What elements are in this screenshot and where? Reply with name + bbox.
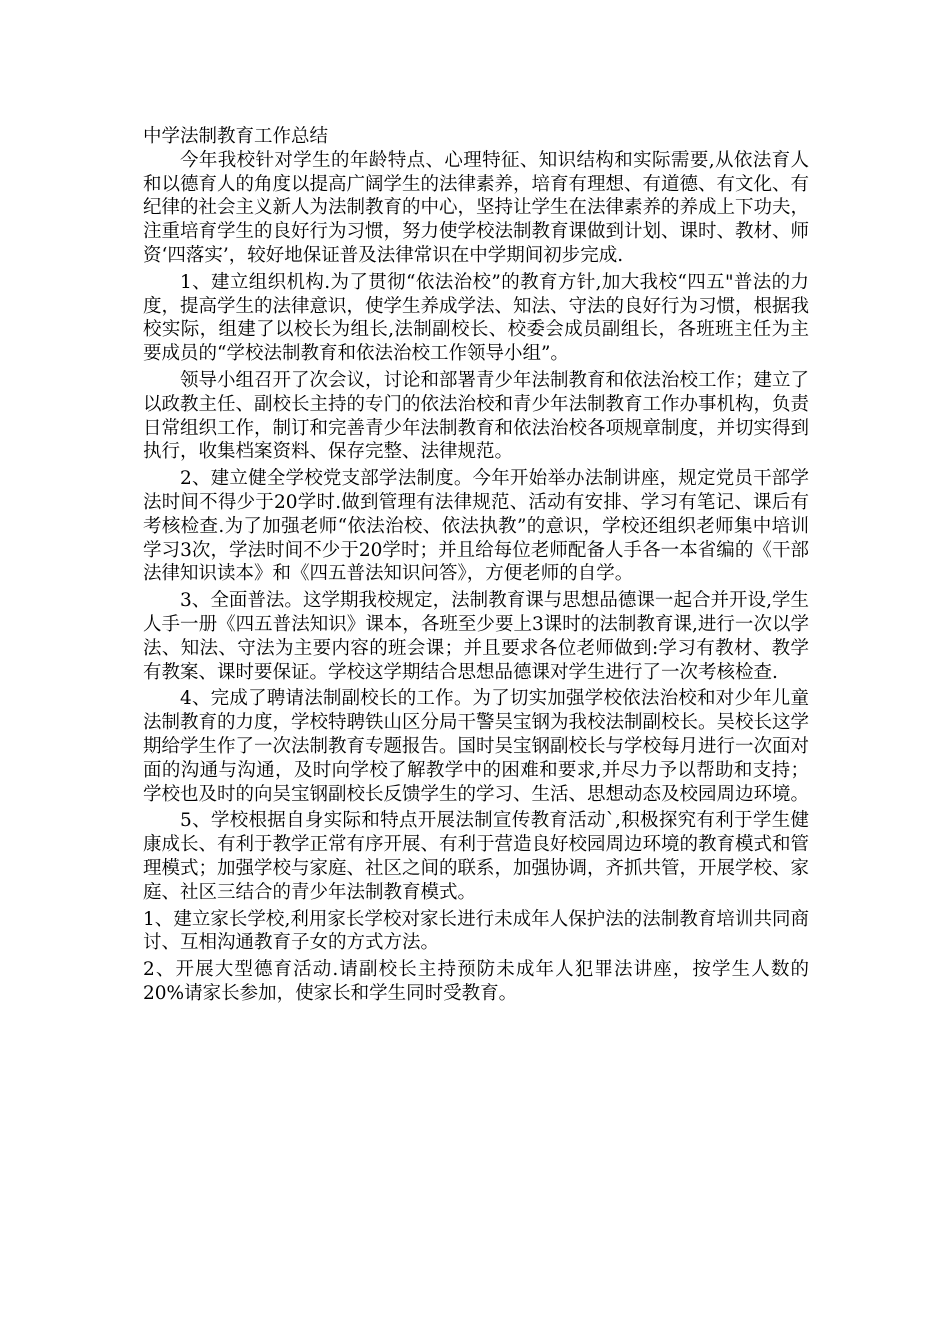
paragraph-intro: 今年我校针对学生的年龄特点、心理特征、知识结构和实际需要,从依法育人和以德育人的角度以提高广阔学生的法律素养，培育有理想、有道德、有文化、有纪律的社会主义新人为法制教育的中心，坚持让学生在法律素养的养成上下功夫，注重培育学生的良好行为习惯，努力使学校法制教育课做到计划、课时、教材、师资‘四落实’，较好地保证普及法律常识在中学期间初步完成. xyxy=(143,149,810,266)
document-title: 中学法制教育工作总结 xyxy=(143,126,329,147)
paragraph-1-organization: 1、建立组织机构.为了贯彻“依法治校”的教育方针,加大我校“四五"普法的力度，提高学生的法律意识，使学生养成学法、知法、守法的良好行为习惯，根据我校实际，组建了以校长为组长,法制副校长、校委会成员副组长，各班班主任为主要成员的“学校法制教育和依法治校工作领导小组”。 xyxy=(143,271,810,365)
paragraph-parent-school: 1、建立家长学校,利用家长学校对家长进行未成年人保护法的法制教育培训共同商讨、互相沟通教育子女的方式方法。 xyxy=(143,908,809,954)
paragraph-leadership-group: 领导小组召开了次会议，讨论和部署青少年法制教育和依法治校工作；建立了以政教主任、副校长主持的专门的依法治校和青少年法制教育工作办事机构，负责日常组织工作，制订和完善青少年法制教育和依法治校各项规章制度，并切实得到执行，收集档案资料、保存完整、法律规范。 xyxy=(143,369,810,463)
paragraph-5-activities: 5、学校根据自身实际和特点开展法制宣传教育活动`,积极探究有利于学生健康成长、有利于教学正常有序开展、有利于营造良好校园周边环境的教育模式和管理模式；加强学校与家庭、社区之间的联系，加强协调，齐抓共管，开展学校、家庭、社区三结合的青少年法制教育模式。 xyxy=(143,810,810,903)
paragraph-moral-activity: 2、开展大型德育活动.请副校长主持预防未成年人犯罪法讲座，按学生人数的20%请家长参加，使家长和学生同时受教育。 xyxy=(143,959,809,1004)
document-page xyxy=(143,125,809,1006)
paragraph-4-vice-principal: 4、完成了聘请法制副校长的工作。为了切实加强学校依法治校和对少年儿童法制教育的力度，学校特聘铁山区分局干警吴宝钢为我校法制副校长。吴校长这学期给学生作了一次法制教育专题报告。国时吴宝钢副校长与学校每月进行一次面对面的沟通与沟通，及时向学校了解教学中的困难和要求,并尽力予以帮助和支持；学校也及时的向吴宝钢副校长反馈学生的学习、生活、思想动态及校园周边环境。 xyxy=(143,688,810,805)
paragraph-2-study-system: 2、建立健全学校党支部学法制度。今年开始举办法制讲座，规定党员干部学法时间不得少于20学时.做到管理有法律规范、活动有安排、学习有笔记、课后有考核检查.为了加强老师“依法治校、依法执教”的意识，学校还组织老师集中培训学习3次，学法时间不少于20学时；并且给每位老师配备人手各一本省编的《干部法律知识读本》和《四五普法知识问答》，方便老师的自学。 xyxy=(143,468,809,585)
paragraph-3-law-popularization: 3、全面普法。这学期我校规定，法制教育课与思想品德课一起合并开设,学生人手一册《四五普法知识》课本，各班至少要上3课时的法制教育课,进行一次以学法、知法、守法为主要内容的班会课；并且要求各位老师做到:学习有教材、教学有教案、课时要保证。学校这学期结合思想品德课对学生进行了一次考核检查. xyxy=(143,590,809,683)
